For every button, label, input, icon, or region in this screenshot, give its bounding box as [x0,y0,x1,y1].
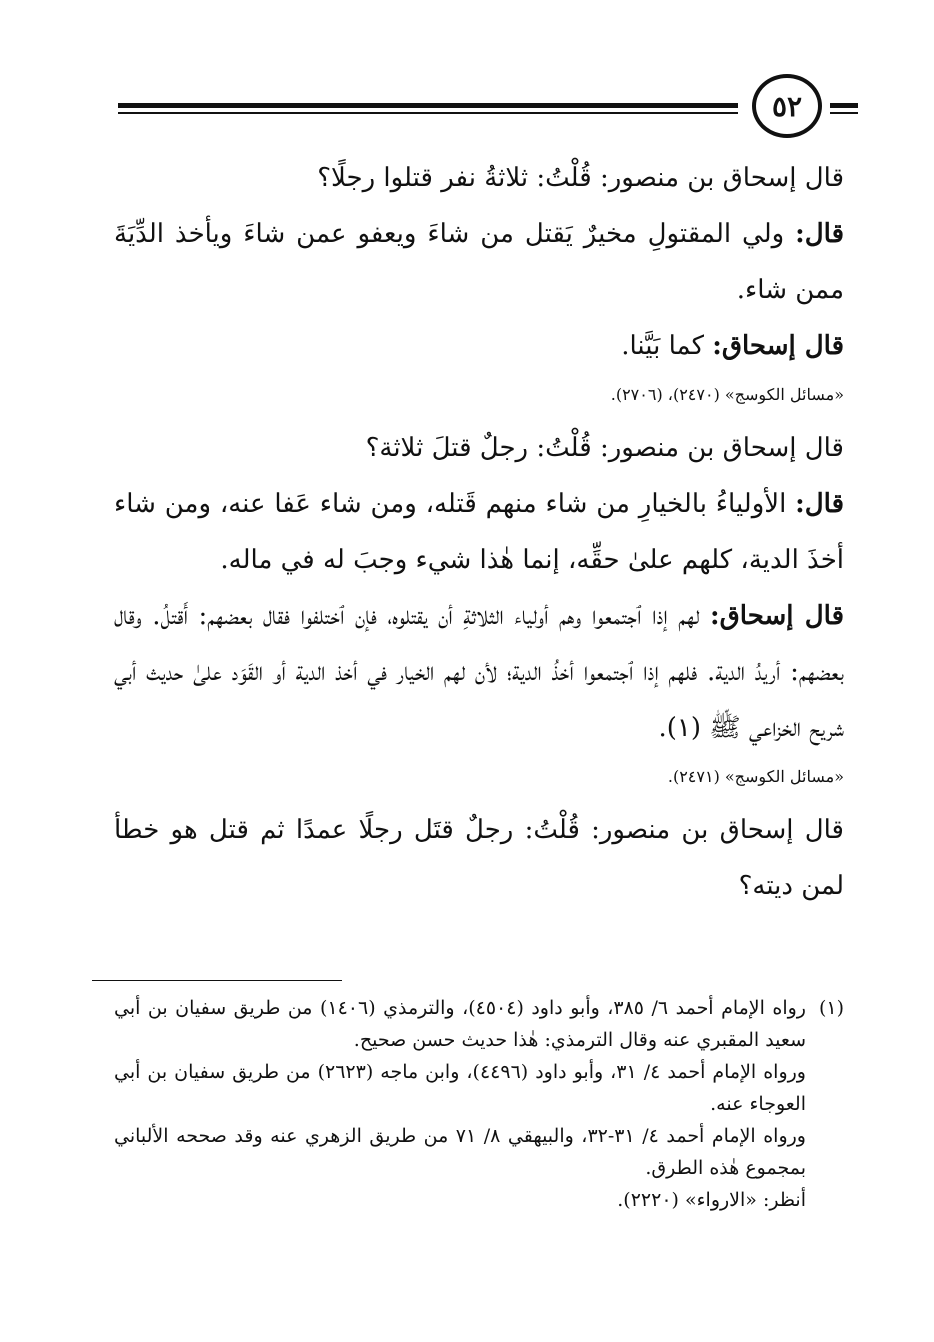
source-reference: «مسائل الكوسج» (٢٤٧٠)، (٢٧٠٦). [610,385,844,404]
speaker-label: قال: [795,219,844,249]
paragraph-text: قال إسحاق بن منصور: قُلْتُ: رجلٌ قتلَ ثلاثة؟ [365,433,844,463]
header-rule-thin [118,112,738,114]
source-reference: «مسائل الكوسج» (٢٤٧١). [667,767,844,786]
paragraph-text: قال إسحاق بن منصور: قُلْتُ: ثلاثةُ نفر قتلوا رجلًا؟ [317,163,844,193]
footnote [114,992,844,1216]
footnote-separator [92,980,342,981]
paragraph-text: لهم إذا ٱجتمعوا وهم أولياء الثلاثةِ أن يقتلوه، فإن ٱختلفوا فقال بعضهم: أَقتلُ. وقال بعضهم: أريدُ الدية. فلهم إذا ٱجتمعوا أخذُ الدية؛ لأن لهم الخيار في أخذ الدية أو القَوَد علىٰ حديث أبي شريح الخزاعي ﷺ (١). [114,601,844,743]
footnotes [114,992,844,1216]
speaker-label: قال إسحاق: [710,601,844,631]
paragraph [114,206,844,318]
footnote-line: رواه الإمام أحمد ٦/ ٣٨٥، وأبو داود (٤٥٠٤)، والترمذي (١٤٠٦) من طريق سفيان بن أبي سعيد المقبري عنه وقال الترمذي: هٰذا حديث حسن صحيح. [114,997,806,1051]
speaker-label: قال: [795,489,844,519]
header-rule [118,103,738,108]
footnote-body [114,992,806,1216]
footnote-line: ورواه الإمام أحمد ٤/ ٣١، وأبو داود (٤٤٩٦)، وابن ماجه (٢٦٢٣) من طريق سفيان بن أبي العوجاء عنه. [114,1061,806,1115]
paragraph-text: ولي المقتولِ مخيرٌ يَقتل من شاءَ ويعفو عمن شاءَ ويأخذ الدِّيَةَ ممن شاء. [114,219,844,305]
footnote-line: ورواه الإمام أحمد ٤/ ٣١-٣٢، والبيهقي ٨/ ٧١ من طريق الزهري عنه وقد صححه الألباني بمجموع هٰذه الطرق. [114,1125,806,1179]
paragraph-text: كما بَيَّنا. [621,331,713,361]
paragraph [114,802,844,914]
paragraph [114,318,844,374]
paragraph [114,150,844,206]
header-rule-right-thin [830,112,858,114]
page-header [118,72,858,142]
page-number: ٥٢ [752,74,822,138]
speaker-label: قال إسحاق: [712,331,844,361]
footnote-line: أنظر: «الارواء» (٢٢٢٠). [617,1189,806,1211]
header-rule-right [830,103,858,108]
paragraph [114,476,844,588]
main-text [114,150,844,914]
paragraph [114,420,844,476]
footnote-mark: (١) [818,997,844,1019]
paragraph [114,588,844,756]
paragraph-text: الأولياءُ بالخيارِ من شاء منهم قَتله، ومن شاء عَفا عنه، ومن شاء أخذَ الدية، كلهم علىٰ حقِّه، إنما هٰذا شيء وجبَ له في ماله. [114,489,844,575]
paragraph-text: قال إسحاق بن منصور: قُلْتُ: رجلٌ قتَل رجلًا عمدًا ثم قتل هو خطأ لمن ديته؟ [114,815,844,901]
